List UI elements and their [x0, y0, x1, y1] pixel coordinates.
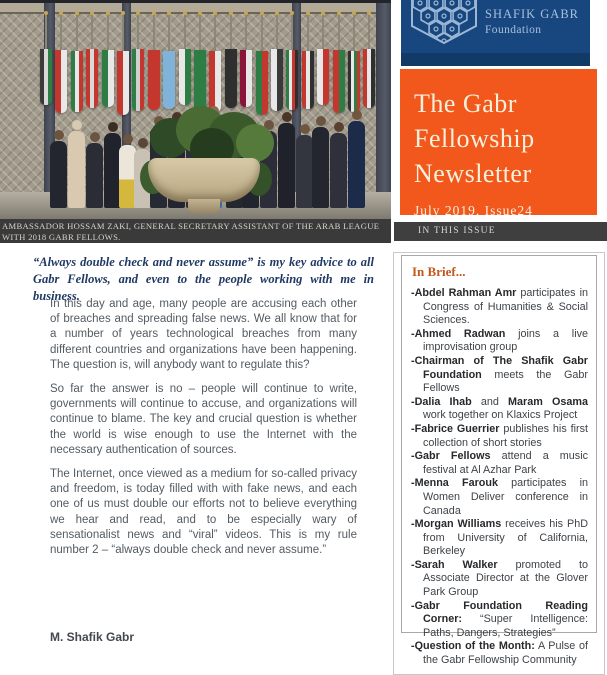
foundation-name [485, 7, 579, 36]
person-head [316, 116, 326, 126]
flag [55, 50, 67, 113]
flag-finial [275, 11, 279, 15]
person-head [90, 132, 100, 142]
flag-finial [260, 11, 264, 15]
foundation-name-line1: SHAFIK GABR [485, 7, 580, 21]
flag-finial [121, 11, 125, 15]
person-head [138, 138, 148, 148]
flag-finial [352, 11, 356, 15]
flag-pole [184, 14, 186, 49]
article-body [50, 297, 357, 567]
body-paragraph: In this day and age, many people are accusing each other of breaches and spreading false news. We all know that for a number of years technological breaches from many different countries and organizations have been happening. The question is, will anybody want to regulate this? [50, 298, 357, 371]
flag-pole [60, 14, 62, 50]
wall-pillar [376, 0, 391, 200]
flag-finial [213, 11, 217, 15]
person-head [72, 120, 82, 130]
flag-pole [353, 14, 355, 51]
flag-pole [45, 14, 47, 49]
flag-pole [122, 14, 124, 51]
person-head [352, 110, 362, 120]
person-body [278, 123, 295, 208]
brief-item: -Gabr Fellows attend a music festival at Al Azhar Park [411, 450, 588, 476]
brief-item: -Morgan Williams receives his PhD from University of California, Berkeley [411, 518, 588, 558]
flag [117, 51, 129, 115]
person-body [68, 131, 85, 208]
flag-pole [199, 14, 201, 50]
flag [86, 49, 98, 108]
person-head [282, 112, 292, 122]
foundation-header [401, 0, 590, 66]
foundation-name-line2: Foundation [485, 24, 542, 36]
group-photo [0, 0, 391, 219]
flag-finial [44, 11, 48, 15]
flag [71, 51, 83, 112]
flag [194, 50, 206, 113]
person-head [300, 124, 310, 134]
person-body [348, 121, 365, 208]
pull-quote: “Always double check and never assume” is my key advice to all Gabr Fellows, and even to the people working with me in business. [33, 255, 374, 303]
brief-item: -Question of the Month: A Pulse of the Gabr Fellowship Community [411, 640, 588, 667]
planter-pedestal [188, 199, 220, 213]
flag-pole [307, 14, 309, 51]
plant-foliage [236, 124, 274, 162]
flag-finial [337, 11, 341, 15]
flag-pole [291, 14, 293, 50]
signature: M. Shafik Gabr [50, 630, 135, 644]
flag-pole [230, 14, 232, 49]
foundation-logo-icon [409, 0, 479, 45]
flag [286, 50, 298, 110]
flag-finial [367, 11, 371, 15]
person-silhouette [278, 112, 295, 208]
in-this-issue-bar: IN THIS ISSUE [394, 222, 607, 241]
brief-item: -Menna Farouk participates in Women Deliver conference in Canada [411, 477, 588, 517]
flag-finial [229, 11, 233, 15]
flag-pole [107, 14, 109, 50]
newsletter-title: The Gabr Fellowship Newsletter [414, 89, 535, 188]
person-body [50, 141, 67, 208]
person-body [312, 127, 329, 208]
photo-caption: AMBASSADOR HOSSAM ZAKI, GENERAL SECRETARY ASSISTANT OF THE ARAB LEAGUE WITH 2018 GABR FELLOWS. [0, 219, 391, 243]
flag-finial [152, 11, 156, 15]
flag [333, 50, 345, 113]
flag [363, 49, 375, 108]
flag-pole [276, 14, 278, 49]
flag [271, 49, 283, 111]
stone-planter [148, 158, 260, 202]
in-brief-box [401, 255, 597, 667]
brief-item: -Abdel Rahman Amr participates in Congress of Humanities & Social Sciences. [411, 287, 588, 327]
flag-pole [91, 14, 93, 49]
flag-pole [153, 14, 155, 50]
brief-item: -Chairman of The Shafik Gabr Foundation meets the Gabr Fellows [411, 354, 588, 395]
person-head [123, 134, 133, 144]
flag-finial [198, 11, 202, 15]
body-paragraph: The Internet, once viewed as a medium for so-called privacy and freedom, is today filled with with fake news, and each one of us must double our efforts not to believe everything we hear and read, and to be especially wary of sensationalist news and “viral” videos. This is my rule number 2 – “always double check and never assume.” [50, 468, 357, 557]
flag [348, 51, 360, 112]
person-head [54, 130, 64, 140]
brief-item: -Dalia Ihab and Maram Osama work together on Klaxics Project [411, 395, 588, 422]
person-body [296, 135, 313, 208]
flag [225, 49, 237, 108]
flag [240, 50, 252, 107]
flag-pole [261, 14, 263, 51]
flag [209, 51, 221, 112]
person-silhouette [330, 122, 347, 208]
flag-finial [90, 11, 94, 15]
brief-item: -Ahmed Radwan joins a live improvisation group [411, 327, 588, 354]
person-body [330, 133, 347, 208]
person-silhouette [296, 124, 313, 208]
flag [132, 49, 144, 111]
body-paragraph: So far the answer is no – people will continue to write, governments will continue to accuse, and organizations will continue to blame. The key and crucial question is whether the world is wise enough to use the Internet with the necessary authentication of sources. [50, 383, 357, 456]
flag-finial [106, 11, 110, 15]
flag-pole [214, 14, 216, 51]
flag-pole [76, 14, 78, 51]
flag-finial [59, 11, 63, 15]
flag-pole [338, 14, 340, 50]
masthead [400, 69, 597, 218]
flag-pole [137, 14, 139, 49]
newsletter-issue: July 2019, Issue24 [414, 203, 533, 218]
flag [256, 51, 268, 115]
flag-finial [244, 11, 248, 15]
person-head [108, 122, 118, 132]
flag [179, 49, 191, 105]
flag [317, 49, 329, 105]
flag [148, 50, 160, 110]
flag-finial [306, 11, 310, 15]
in-brief-title: In Brief... [412, 264, 466, 279]
flag [102, 50, 114, 107]
person-head [334, 122, 344, 132]
brief-item: -Fabrice Guerrier publishes his first collection of short stories [411, 422, 589, 449]
flag-finial [167, 11, 171, 15]
flag-pole [368, 14, 370, 49]
brief-item: -Gabr Foundation Reading Corner: “Super Intelligence: Paths, Dangers, Strategies” [411, 599, 588, 639]
in-brief-list [411, 287, 588, 668]
brief-item: -Sarah Walker promoted to Associate Director at the Glover Park Group [411, 558, 588, 599]
person-silhouette [312, 116, 329, 208]
flag-finial [75, 11, 79, 15]
flag [40, 49, 52, 105]
flag-pole [245, 14, 247, 50]
flag-pole [322, 14, 324, 49]
person-silhouette [348, 110, 365, 208]
person-silhouette [68, 120, 85, 208]
photo-top-frame [0, 0, 391, 3]
person-silhouette [50, 130, 67, 208]
flag [302, 51, 314, 109]
flag-finial [136, 11, 140, 15]
person-silhouette [86, 132, 103, 208]
flag [163, 51, 175, 109]
flag-pole [168, 14, 170, 51]
flag-finial [183, 11, 187, 15]
foundation-header-band [401, 53, 590, 66]
person-body [86, 143, 103, 208]
flag-finial [321, 11, 325, 15]
